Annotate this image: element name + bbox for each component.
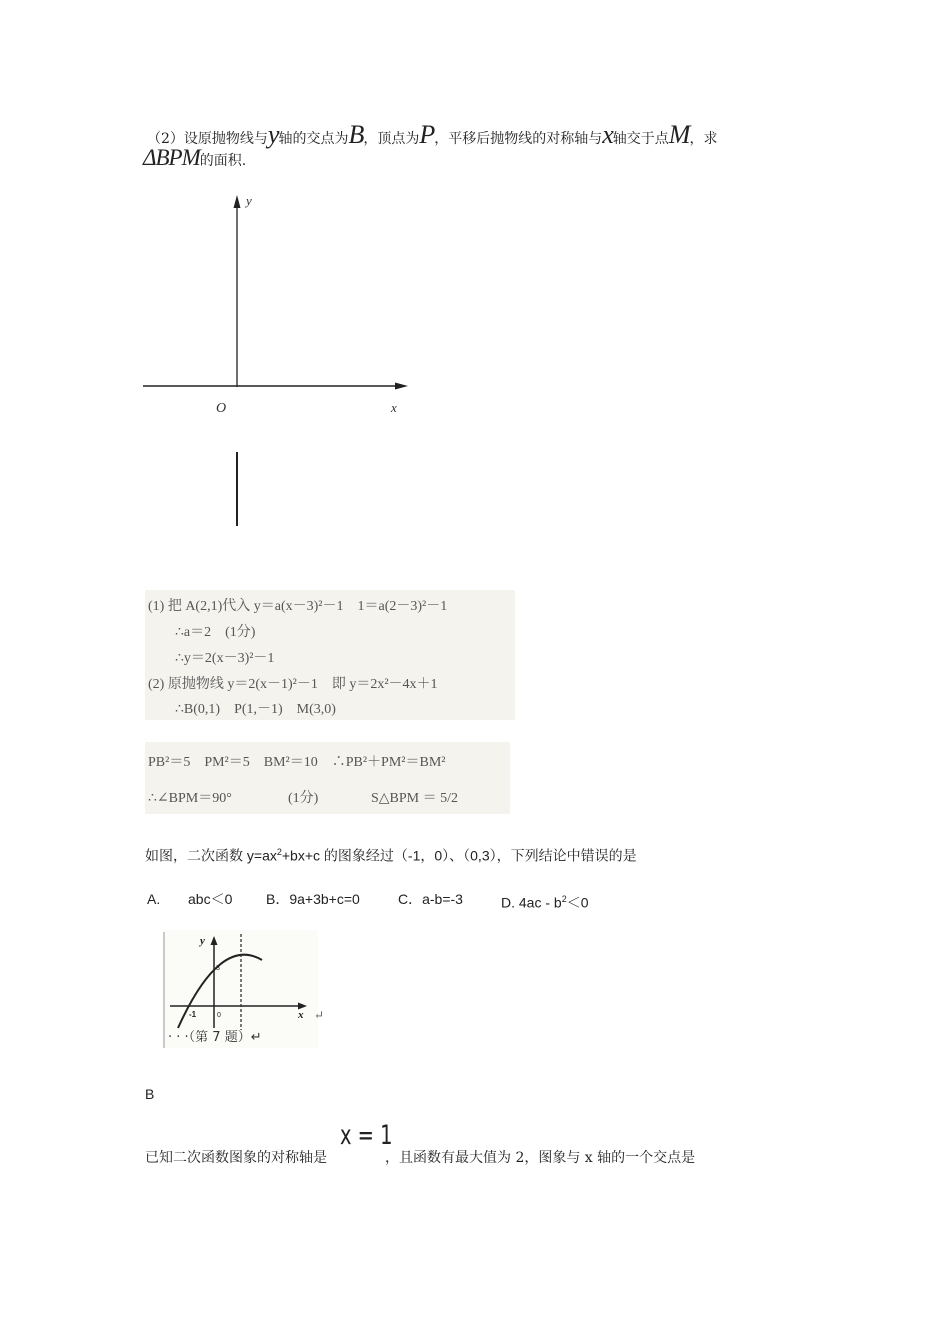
q2-text: 轴交于点 xyxy=(612,131,669,147)
x-axis-label: x xyxy=(391,400,397,415)
q2-text: ，求 xyxy=(689,131,718,147)
q2-text: ，平移后抛物线的对称轴与 xyxy=(434,131,603,147)
x-symbol: x xyxy=(602,120,613,149)
q7-stem-text: +c 的图象经过（-1，0）、（0,3），下列结论中错误的是 xyxy=(304,847,637,864)
q7-stem-text: 如图，二次函数 y=ax xyxy=(145,847,277,864)
coordinate-axes xyxy=(140,190,420,530)
figure-y-label: y xyxy=(200,935,205,947)
next-question-text: 已知二次函数图象的对称轴是 xyxy=(145,1150,327,1166)
q2-line2 xyxy=(143,145,247,178)
symmetry-axis-equation: x = 1 xyxy=(340,1120,393,1151)
solution-line: PB²＝5 PM²＝5 BM²＝10 ∴PB²＋PM²＝BM² xyxy=(148,755,446,770)
q7-option-d xyxy=(501,889,589,913)
y-symbol: y xyxy=(267,120,279,149)
next-question-line xyxy=(145,1148,327,1168)
figure-label-zero: 0 xyxy=(217,1012,221,1019)
q2-text: 的面积. xyxy=(199,153,247,169)
solution-line: ∴a＝2 (1分) xyxy=(175,625,256,640)
y-axis-arrow xyxy=(234,195,241,208)
q7-option-b: B．9a+3b+c=0 xyxy=(266,891,360,907)
solution-line: ∴y＝2(x－3)²－1 xyxy=(175,651,275,666)
figure-label-three: 3 xyxy=(216,965,220,972)
triangle-symbol: ΔBPM xyxy=(143,145,200,170)
figure-label-minus-one: -1 xyxy=(189,1010,197,1019)
solution-scan-1 xyxy=(145,590,515,720)
p-symbol: P xyxy=(419,120,435,149)
return-mark: ↵ xyxy=(314,1008,325,1022)
q7-answer: B xyxy=(145,1086,155,1102)
q7-option-c: C．a-b=-3 xyxy=(398,891,463,907)
x-axis-arrow xyxy=(395,383,408,390)
q2-text: ，顶点为 xyxy=(363,131,420,147)
solution-line: (1) 把 A(2,1)代入 y＝a(x－3)²－1 1＝a(2－3)²－1 xyxy=(148,599,448,614)
q7-stem-sup: 2 xyxy=(276,847,282,857)
q7-option-a-label: A. xyxy=(147,891,161,907)
q7-stem xyxy=(145,842,637,866)
figure-x-label: x xyxy=(298,1009,304,1021)
solution-line: ∴B(0,1) P(1,－1) M(3,0) xyxy=(175,702,336,717)
next-question-text: ，且函数有最大值为 2，图象与 x 轴的一个交点是 xyxy=(385,1150,696,1166)
m-symbol: M xyxy=(668,120,690,149)
q7-option-d-text: ＜0 xyxy=(566,894,589,911)
q2-text: 轴的交点为 xyxy=(278,131,349,147)
q7-stem-text: +bx xyxy=(281,847,305,864)
q7-option-d-text: D. 4ac - b xyxy=(501,894,562,911)
q7-parabola-figure xyxy=(160,930,335,1050)
solution-line: (2) 原抛物线 y＝2(x－1)²－1 即 y＝2x²－4x＋1 xyxy=(148,677,438,692)
solution-scan-2 xyxy=(145,742,510,814)
figure-caption: · · ·（第 7 题）↵ xyxy=(168,1030,262,1045)
q2-text: （2）设原抛物线与 xyxy=(147,131,268,147)
q7-option-d-sup: 2 xyxy=(561,894,567,904)
y-axis-label: y xyxy=(246,193,252,208)
b-symbol: B xyxy=(348,120,364,149)
q7-option-a: abc＜0 xyxy=(188,891,233,907)
solution-line: ∴∠BPM＝90° xyxy=(148,791,232,806)
solution-line: S△BPM ＝ 5/2 xyxy=(371,791,459,806)
solution-line: (1分) xyxy=(288,791,319,806)
next-question-line-rest xyxy=(385,1148,695,1168)
origin-label: O xyxy=(216,401,227,416)
